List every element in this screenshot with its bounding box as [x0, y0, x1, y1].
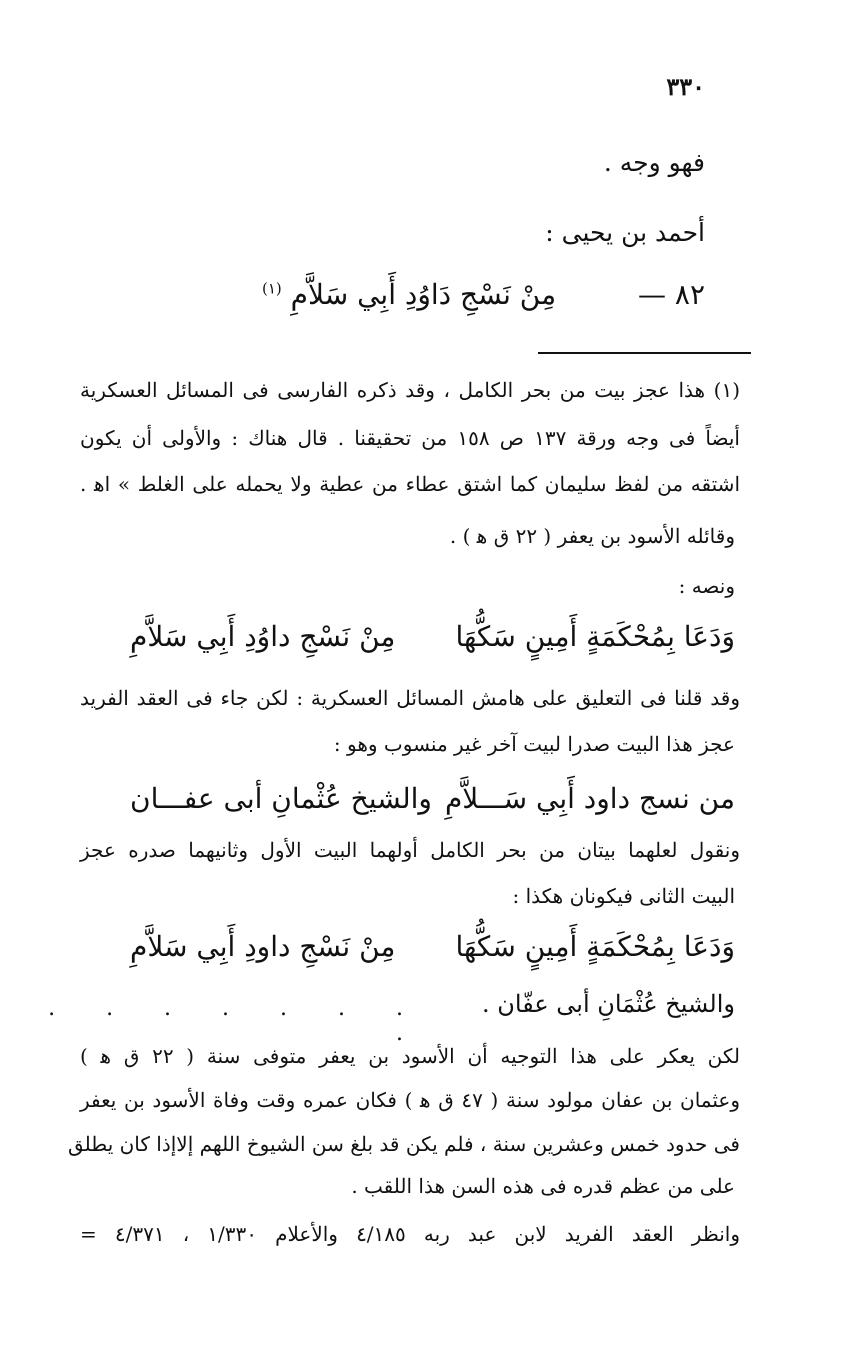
footnote-line: ونقول لعلهما بيتان من بحر الكامل أولهما البيت الأول وثانيهما صدره عجز [80, 838, 740, 862]
entry-verse: مِنْ نَسْجِ دَاوُدِ أَبِي سَلاَّمِ [290, 278, 557, 311]
footnote-divider [538, 352, 751, 354]
poet-name: أحمد بن يحيى : [545, 218, 705, 247]
footnote-line: لكن يعكر على هذا التوجيه أن الأسود بن يعفر متوفى سنة ( ٢٢ ق ﻫ ) [80, 1044, 740, 1068]
verse-hemistich: والشيخ عُثْمانِ أبى عفـــان [130, 782, 432, 815]
verse-hemistich: وَدَعَا بِمُحْكَمَةٍ أَمِينٍ سَكُّهَا [455, 620, 735, 653]
footnote-line: اشتقه من لفظ سليمان كما اشتق عطاء من عطية ولا يحمله على الغلط » اﻫ . [80, 472, 740, 496]
footnote-line: فى حدود خمس وعشرين سنة ، فلم يكن قد بلغ سن الشيوخ اللهم إلاإذا كان يطلق [67, 1132, 740, 1156]
footnote-line: على من عظم قدره فى هذه السن هذا اللقب . [351, 1174, 735, 1198]
verse-hemistich: مِنْ نَسْجِ داودِ أَبِي سَلاَّمِ [130, 930, 396, 963]
verse-hemistich: وَدَعَا بِمُحْكَمَةٍ أَمِينٍ سَكُّهَا [455, 930, 735, 963]
page-number: ٣٣٠ [666, 72, 705, 101]
verse-hemistich: والشيخ عُثْمَانِ أبى عفّان . [482, 990, 735, 1018]
footnote-line: أيضاً فى وجه ورقة ١٣٧ ص ١٥٨ من تحقيقنا . قال هناك : والأولى أن يكون [80, 426, 740, 450]
verse-hemistich: من نسج داود أَبِي سَـــلاَّمِ [444, 782, 735, 815]
footnote-line: عجز هذا البيت صدرا لبيت آخر غير منسوب وهو : [333, 732, 735, 756]
ellipsis-dots: . . . . . . . . [48, 996, 425, 1046]
verse-hemistich: مِنْ نَسْجِ داوُدِ أَبِي سَلاَّمِ [130, 620, 396, 653]
text-line: فهو وجه . [603, 148, 705, 177]
footnote-line: ونصه : [678, 574, 735, 598]
footnote-line: (١) هذا عجز بيت من بحر الكامل ، وقد ذكره الفارسى فى المسائل العسكرية [80, 378, 740, 402]
footnote-line: البيت الثانى فيكونان هكذا : [512, 884, 735, 908]
footnote-line: وعثمان بن عفان مولود سنة ( ٤٧ ق ﻫ ) فكان عمره وقت وفاة الأسود بن يعفر [80, 1088, 740, 1112]
entry-82 [262, 278, 705, 311]
footnote-line: وانظر العقد الفريد لابن عبد ربه ٤/١٨٥ والأعلام ١/٣٣٠ ، ٤/٣٧١ = [80, 1222, 741, 1246]
footnote-marker: (١) [261, 279, 282, 298]
footnote-line: وقائله الأسود بن يعفر ( ٢٢ ق ﻫ ) . [449, 524, 735, 548]
footnote-line: وقد قلنا فى التعليق على هامش المسائل العسكرية : لكن جاء فى العقد الفريد [80, 686, 740, 710]
entry-number: ٨٢ — [638, 278, 705, 311]
